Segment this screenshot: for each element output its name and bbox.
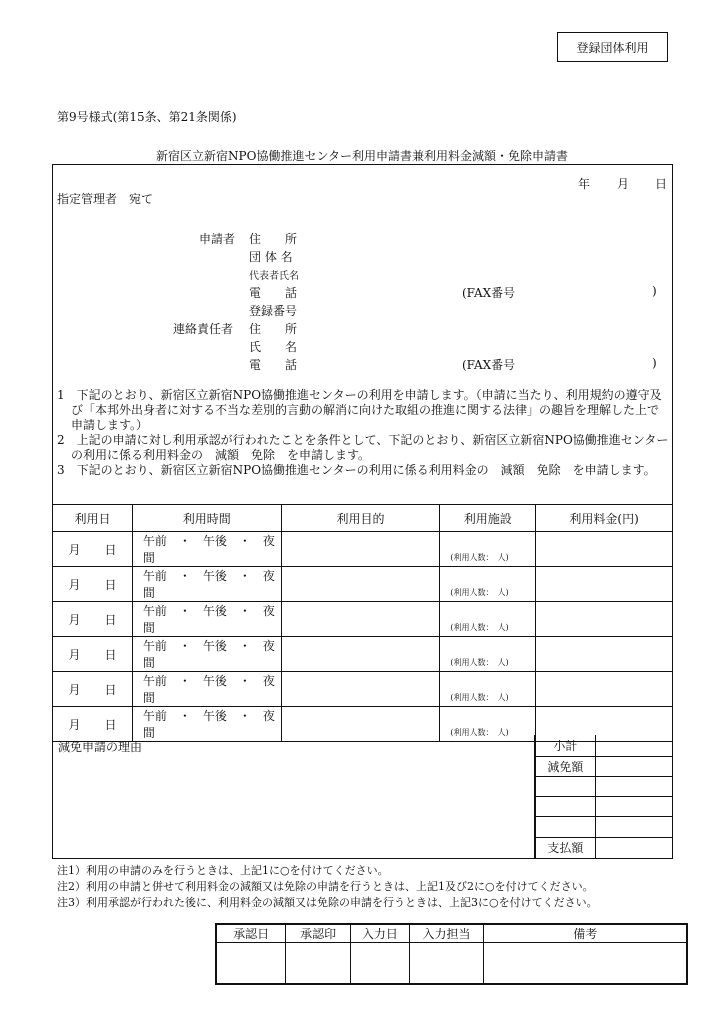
usage-time-cell[interactable]: 午前 ・ 午後 ・ 夜間 (132, 707, 281, 742)
usage-purpose-cell[interactable] (281, 672, 440, 707)
usage-facility-cell[interactable] (440, 567, 536, 602)
people-count-label: (利用人数： 人) (450, 553, 509, 562)
blank-label-cell[interactable] (536, 816, 596, 837)
header-usage-date: 利用日 (53, 505, 133, 532)
summary-row-payment (536, 837, 674, 858)
applicant-address-label[interactable]: 住 所 (249, 232, 298, 246)
table-row (53, 532, 673, 567)
statement-2[interactable]: 2 上記の申請に対し利用承認が行われたことを条件として、下記のとおり、新宿区立新宿NPO協働推進センターの利用に係る利用料金の 減額 免除 を申請します。 (57, 433, 669, 462)
usage-table-header (53, 505, 673, 532)
tag-label: 登録団体利用 (576, 40, 649, 55)
applicant-rep-name-label[interactable]: 代表者氏名 (249, 271, 299, 282)
discount-value[interactable] (595, 756, 673, 776)
summary-row-blank (536, 816, 674, 837)
statement-1[interactable]: 1 下記のとおり、新宿区立新宿NPO協働推進センターの利用を申請します。（申請に当たり、利用規約の遵守及び「本邦外出身者に対する不当な差別的言動の解消に向けた取組の推進に関する法律」の趣旨を理解した上で申請します。） (57, 388, 662, 432)
usage-date-cell[interactable]: 月 日 (53, 602, 133, 637)
blank-value-cell[interactable] (595, 816, 673, 837)
applicant-label: 申請者 (199, 232, 236, 246)
usage-time-cell[interactable]: 午前 ・ 午後 ・ 夜間 (132, 602, 281, 637)
usage-time-cell[interactable]: 午前 ・ 午後 ・ 夜間 (132, 637, 281, 672)
people-count-label: (利用人数： 人) (450, 693, 509, 702)
usage-fee-cell[interactable] (536, 602, 673, 637)
applicant-fax-label[interactable]: (FAX番号 (462, 286, 516, 300)
blank-value-cell[interactable] (595, 796, 673, 816)
header-approval-date: 承認日 (216, 924, 286, 943)
usage-fee-cell[interactable] (536, 532, 673, 567)
fee-summary-table (535, 735, 673, 858)
remarks-cell[interactable] (484, 943, 687, 984)
applicant-fax-close: ) (652, 284, 657, 298)
applicant-phone-label[interactable]: 電 話 (249, 286, 298, 300)
approval-date-cell[interactable] (216, 943, 286, 984)
contact-fax-label[interactable]: (FAX番号 (462, 358, 516, 372)
usage-purpose-cell[interactable] (281, 532, 440, 567)
usage-date-cell[interactable]: 月 日 (53, 532, 133, 567)
usage-date-cell[interactable]: 月 日 (53, 707, 133, 742)
applicant-org-name-label[interactable]: 団 体 名 (249, 250, 293, 264)
people-count-label: (利用人数： 人) (450, 588, 509, 597)
payment-label: 支払額 (536, 837, 596, 858)
discount-label: 減免額 (536, 756, 596, 776)
header-remarks: 備考 (484, 924, 687, 943)
input-staff-cell[interactable] (409, 943, 484, 984)
contact-name-label[interactable]: 氏 名 (249, 340, 298, 354)
addressee: 指定管理者 宛て (57, 192, 154, 206)
input-date-cell[interactable] (350, 943, 409, 984)
usage-facility-cell[interactable] (440, 602, 536, 637)
date-month-label: 月 (617, 177, 630, 191)
approval-header-row (216, 924, 687, 943)
usage-time-cell[interactable]: 午前 ・ 午後 ・ 夜間 (132, 567, 281, 602)
usage-table (52, 504, 673, 742)
contact-fax-close: ) (652, 356, 657, 370)
usage-fee-cell[interactable] (536, 637, 673, 672)
subtotal-value[interactable] (595, 735, 673, 756)
header-usage-facility: 利用施設 (440, 505, 536, 532)
header-input-date: 入力日 (350, 924, 409, 943)
reduction-reason-label: 減免申請の理由 (58, 740, 143, 754)
table-row (53, 602, 673, 637)
note-1: 注1）利用の申請のみを行うときは、上記1に○を付けてください。 (57, 864, 389, 877)
reduction-reason-area[interactable] (52, 735, 535, 859)
usage-purpose-cell[interactable] (281, 637, 440, 672)
usage-date-cell[interactable]: 月 日 (53, 672, 133, 707)
statement-3[interactable]: 3 下記のとおり、新宿区立新宿NPO協働推進センターの利用に係る利用料金の 減額 免除 を申請します。 (57, 463, 656, 477)
usage-facility-cell[interactable] (440, 532, 536, 567)
page-title: 新宿区立新宿NPO協働推進センター利用申請書兼利用料金減額・免除申請書 (156, 149, 568, 163)
table-row (53, 567, 673, 602)
header-approval-stamp: 承認印 (286, 924, 351, 943)
approval-entry-row (216, 943, 687, 984)
header-usage-time: 利用時間 (132, 505, 281, 532)
statements (57, 388, 669, 478)
usage-fee-cell[interactable] (536, 567, 673, 602)
usage-time-cell[interactable]: 午前 ・ 午後 ・ 夜間 (132, 672, 281, 707)
usage-purpose-cell[interactable] (281, 602, 440, 637)
people-count-label: (利用人数： 人) (450, 728, 509, 737)
table-row (53, 637, 673, 672)
date-day-label: 日 (655, 177, 668, 191)
approval-stamp-cell[interactable] (286, 943, 351, 984)
subtotal-label: 小計 (536, 735, 596, 756)
blank-value-cell[interactable] (595, 776, 673, 796)
usage-time-cell[interactable]: 午前 ・ 午後 ・ 夜間 (132, 532, 281, 567)
approval-table (215, 923, 688, 985)
contact-address-label[interactable]: 住 所 (249, 322, 298, 336)
usage-facility-cell[interactable] (440, 672, 536, 707)
contact-phone-label[interactable]: 電 話 (249, 358, 298, 372)
usage-purpose-cell[interactable] (281, 567, 440, 602)
form-number: 第9号様式(第15条、第21条関係) (57, 110, 237, 124)
applicant-reg-number-label[interactable]: 登録番号 (249, 304, 298, 318)
note-2: 注2）利用の申請と併せて利用料金の減額又は免除の申請を行うときは、上記1及び2に○を付けてください。 (57, 880, 594, 893)
blank-label-cell[interactable] (536, 796, 596, 816)
usage-fee-cell[interactable] (536, 672, 673, 707)
payment-value[interactable] (595, 837, 673, 858)
people-count-label: (利用人数： 人) (450, 623, 509, 632)
summary-row-blank (536, 796, 674, 816)
blank-label-cell[interactable] (536, 776, 596, 796)
usage-date-cell[interactable]: 月 日 (53, 637, 133, 672)
header-input-staff: 入力担当 (409, 924, 484, 943)
header-usage-purpose: 利用目的 (281, 505, 440, 532)
note-3: 注3）利用承認が行われた後に、利用料金の減額又は免除の申請を行うときは、上記3に○を付けてください。 (57, 896, 598, 909)
contact-label: 連絡責任者 (173, 322, 234, 336)
summary-row-blank (536, 776, 674, 796)
date-year-label: 年 (578, 177, 591, 191)
usage-facility-cell[interactable] (440, 637, 536, 672)
summary-row-discount (536, 756, 674, 776)
summary-row-subtotal (536, 735, 674, 756)
table-row (53, 672, 673, 707)
people-count-label: (利用人数： 人) (450, 658, 509, 667)
usage-date-cell[interactable]: 月 日 (53, 567, 133, 602)
header-usage-fee: 利用料金(円) (536, 505, 673, 532)
registered-group-tag (557, 32, 668, 62)
